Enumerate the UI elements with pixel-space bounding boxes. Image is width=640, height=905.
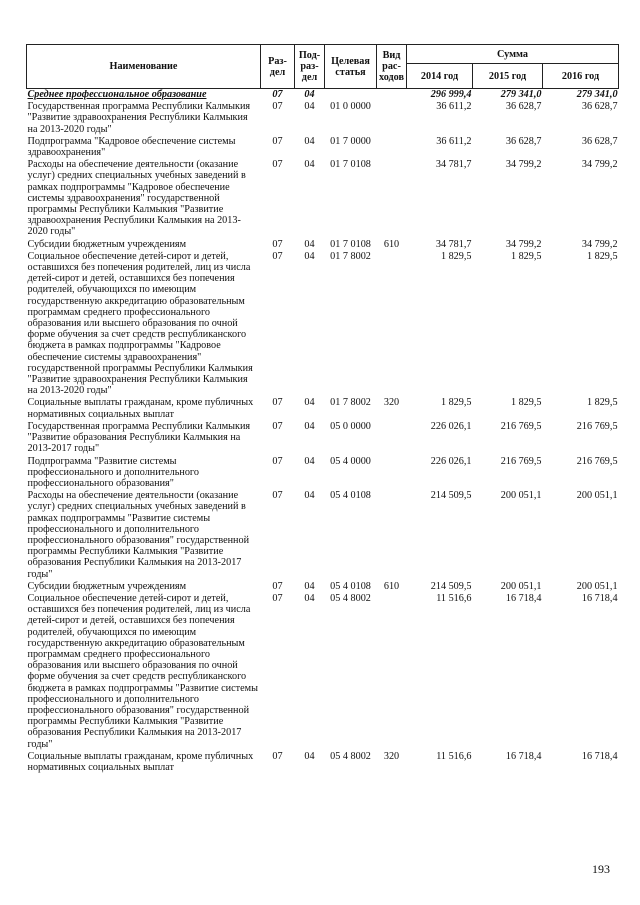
cell-target bbox=[325, 89, 377, 102]
cell-2016: 1 829,5 bbox=[586, 397, 618, 409]
cell-name: Социальные выплаты гражданам, кроме публичных нормативных социальных выплат bbox=[27, 750, 254, 773]
cell-2016: 279 341,0 bbox=[576, 89, 618, 100]
cell-name: Социальное обеспечение детей-сирот и детей, оставшихся без попечения родителей, лиц из числа детей-сирот и детей, оставшихся без попечения родителей, обучающихся по имеющим государственную аккредитацию образовательным программам среднего профессионального образования или высшего образования по очной форме обучения за счет средств республиканского бюджета в рамках подпрограммы "Кадровое обеспечение системы здравоохранения" государственной программы Республики Калмыкия "Развитие здравоохранения Республики Калмыкия на 2013-2020 годы" bbox=[27, 250, 253, 397]
cell-razdel: 07 bbox=[272, 455, 283, 467]
cell-podrazdel: 04 bbox=[304, 490, 315, 502]
cell-target: 05 4 8002 bbox=[330, 750, 371, 762]
cell-podrazdel: 04 bbox=[304, 250, 315, 262]
cell-razdel: 07 bbox=[272, 135, 283, 147]
cell-2014: 36 611,2 bbox=[436, 101, 472, 113]
cell-podrazdel: 04 bbox=[304, 455, 315, 467]
cell-podrazdel: 04 bbox=[304, 592, 315, 604]
cell-2014: 226 026,1 bbox=[430, 455, 472, 467]
cell-name: Социальное обеспечение детей-сирот и детей, оставшихся без попечения родителей, лиц из числа детей-сирот и детей, оставшихся без попечения родителей, обучающихся по имеющим государственную аккредитацию образовательным программам среднего профессионального образования или высшего образования по очной форме обучения за счет средств республиканского бюджета в рамках подпрограммы "Развитие системы профессионального и дополнительного профессионального образования" государственной программы Республики Калмыкия "Развитие образования Республики Калмыкия на 2013-2017 годы" bbox=[27, 592, 258, 750]
table-row bbox=[27, 751, 619, 774]
document-page bbox=[26, 44, 618, 774]
cell-razdel: 07 bbox=[272, 159, 283, 171]
cell-razdel: 07 bbox=[272, 250, 283, 262]
page-number: 193 bbox=[592, 862, 610, 876]
cell-target: 01 0 0000 bbox=[330, 101, 371, 113]
cell-vid: 320 bbox=[383, 750, 400, 762]
cell-2015: 216 769,5 bbox=[500, 420, 542, 432]
cell-2015: 36 628,7 bbox=[505, 135, 542, 147]
cell-razdel: 07 bbox=[272, 397, 283, 409]
cell-2014: 34 781,7 bbox=[435, 159, 472, 171]
cell-vid bbox=[377, 490, 407, 581]
cell-razdel: 07 bbox=[272, 580, 283, 592]
cell-2016: 200 051,1 bbox=[576, 580, 618, 592]
cell-name: Расходы на обеспечение деятельности (оказание услуг) средних специальных учебных заведений в рамках подпрограммы "Кадровое обеспечение системы здравоохранения" государственной программы Республики Калмыкия "Развитие здравоохранения Республики Калмыкия на 2013-2020 годы" bbox=[27, 159, 246, 238]
cell-2014: 11 516,6 bbox=[436, 592, 472, 604]
cell-vid bbox=[377, 251, 407, 398]
cell-target: 05 4 0108 bbox=[330, 490, 371, 502]
cell-2016: 36 628,7 bbox=[581, 135, 618, 147]
header-name: Наименование bbox=[27, 45, 261, 89]
cell-2014: 1 829,5 bbox=[440, 250, 472, 262]
cell-target: 05 0 0000 bbox=[330, 420, 371, 432]
cell-target: 05 4 8002 bbox=[330, 592, 371, 604]
cell-2015: 36 628,7 bbox=[505, 101, 542, 113]
cell-vid bbox=[377, 101, 407, 136]
cell-2015: 1 829,5 bbox=[510, 250, 542, 262]
table-header bbox=[27, 45, 619, 89]
budget-table bbox=[26, 44, 619, 774]
cell-name: Субсидии бюджетным учреждениям bbox=[27, 580, 187, 592]
cell-2015: 200 051,1 bbox=[500, 580, 542, 592]
table-body bbox=[27, 89, 619, 775]
cell-vid bbox=[377, 159, 407, 238]
cell-target: 01 7 0108 bbox=[330, 159, 371, 171]
cell-vid bbox=[377, 89, 407, 102]
header-razdel: Раз- дел bbox=[261, 45, 295, 89]
cell-podrazdel: 04 bbox=[304, 238, 315, 250]
cell-2016: 200 051,1 bbox=[576, 490, 618, 502]
cell-2016: 16 718,4 bbox=[581, 592, 618, 604]
header-target: Целевая статья bbox=[325, 45, 377, 89]
cell-razdel: 07 bbox=[272, 101, 283, 113]
cell-2015: 216 769,5 bbox=[500, 455, 542, 467]
table-row bbox=[27, 159, 619, 238]
cell-2015: 16 718,4 bbox=[505, 750, 542, 762]
cell-vid: 320 bbox=[383, 397, 400, 409]
cell-2014: 1 829,5 bbox=[440, 397, 472, 409]
table-row bbox=[27, 251, 619, 398]
cell-podrazdel: 04 bbox=[304, 101, 315, 113]
table-row bbox=[27, 421, 619, 456]
cell-2016: 34 799,2 bbox=[581, 238, 618, 250]
cell-podrazdel: 04 bbox=[304, 580, 315, 592]
cell-2016: 216 769,5 bbox=[576, 420, 618, 432]
cell-podrazdel: 04 bbox=[304, 159, 315, 171]
cell-2015: 16 718,4 bbox=[505, 592, 542, 604]
header-vid: Вид рас- ходов bbox=[377, 45, 407, 89]
cell-vid: 610 bbox=[383, 580, 400, 592]
header-2016: 2016 год bbox=[543, 64, 619, 89]
cell-2014: 214 509,5 bbox=[430, 580, 472, 592]
cell-2016: 16 718,4 bbox=[581, 750, 618, 762]
cell-target: 01 7 8002 bbox=[330, 397, 371, 409]
table-row bbox=[27, 136, 619, 159]
cell-podrazdel: 04 bbox=[304, 420, 315, 432]
header-2015: 2015 год bbox=[473, 64, 543, 89]
cell-vid bbox=[377, 421, 407, 456]
section-row bbox=[27, 89, 619, 102]
cell-name: Субсидии бюджетным учреждениям bbox=[27, 238, 187, 250]
cell-target: 01 7 8002 bbox=[330, 250, 371, 262]
cell-name: Государственная программа Республики Калмыкия "Развитие образования Республики Калмыкия на 2013-2017 годы" bbox=[27, 420, 251, 455]
cell-2016: 1 829,5 bbox=[586, 250, 618, 262]
cell-target: 01 7 0000 bbox=[330, 135, 371, 147]
table-row bbox=[27, 101, 619, 136]
cell-name: Подпрограмма "Развитие системы профессионального и дополнительного профессионального образования" bbox=[27, 455, 199, 489]
cell-razdel: 07 bbox=[272, 420, 283, 432]
header-sum: Сумма bbox=[407, 45, 619, 64]
cell-2014: 296 999,4 bbox=[430, 89, 472, 100]
cell-target: 05 4 0108 bbox=[330, 580, 371, 592]
cell-vid bbox=[377, 593, 407, 751]
cell-name: Расходы на обеспечение деятельности (оказание услуг) средних специальных учебных заведений в рамках подпрограммы "Развитие системы профессионального и дополнительного профессионального образования" государственной программы Республики Калмыкия "Развитие образования Республики Калмыкия на 2013-2017 годы" bbox=[27, 490, 250, 580]
cell-target: 05 4 0000 bbox=[330, 455, 371, 467]
cell-2016: 216 769,5 bbox=[576, 455, 618, 467]
cell-2014: 226 026,1 bbox=[430, 420, 472, 432]
cell-2014: 214 509,5 bbox=[430, 490, 472, 502]
cell-razdel: 07 bbox=[272, 490, 283, 502]
cell-2015: 34 799,2 bbox=[505, 159, 542, 171]
header-2014: 2014 год bbox=[407, 64, 473, 89]
table-row bbox=[27, 581, 619, 593]
table-row bbox=[27, 239, 619, 251]
cell-razdel: 07 bbox=[272, 750, 283, 762]
cell-2014: 36 611,2 bbox=[436, 135, 472, 147]
table-row bbox=[27, 593, 619, 751]
table-row bbox=[27, 397, 619, 420]
cell-2014: 34 781,7 bbox=[435, 238, 472, 250]
cell-vid bbox=[377, 456, 407, 491]
cell-vid: 610 bbox=[383, 238, 400, 250]
cell-vid bbox=[377, 136, 407, 159]
cell-razdel: 07 bbox=[272, 89, 283, 100]
cell-2016: 36 628,7 bbox=[581, 101, 618, 113]
cell-2015: 279 341,0 bbox=[500, 89, 542, 100]
cell-target: 01 7 0108 bbox=[330, 238, 371, 250]
cell-razdel: 07 bbox=[272, 238, 283, 250]
cell-podrazdel: 04 bbox=[304, 750, 315, 762]
cell-name: Государственная программа Республики Калмыкия "Развитие здравоохранения Республики Калмыкия на 2013-2020 годы" bbox=[27, 101, 251, 135]
table-row bbox=[27, 456, 619, 491]
cell-podrazdel: 04 bbox=[304, 89, 315, 100]
cell-2015: 1 829,5 bbox=[510, 397, 542, 409]
cell-2015: 200 051,1 bbox=[500, 490, 542, 502]
cell-2016: 34 799,2 bbox=[581, 159, 618, 171]
cell-podrazdel: 04 bbox=[304, 135, 315, 147]
header-podrazdel: Под- раз- дел bbox=[295, 45, 325, 89]
cell-2015: 34 799,2 bbox=[505, 238, 542, 250]
cell-podrazdel: 04 bbox=[304, 397, 315, 409]
cell-name: Среднее профессиональное образование bbox=[27, 89, 207, 100]
cell-name: Подпрограмма "Кадровое обеспечение системы здравоохранения" bbox=[27, 135, 236, 159]
cell-razdel: 07 bbox=[272, 592, 283, 604]
table-row bbox=[27, 490, 619, 581]
cell-name: Социальные выплаты гражданам, кроме публичных нормативных социальных выплат bbox=[27, 397, 254, 420]
cell-2014: 11 516,6 bbox=[436, 750, 472, 762]
